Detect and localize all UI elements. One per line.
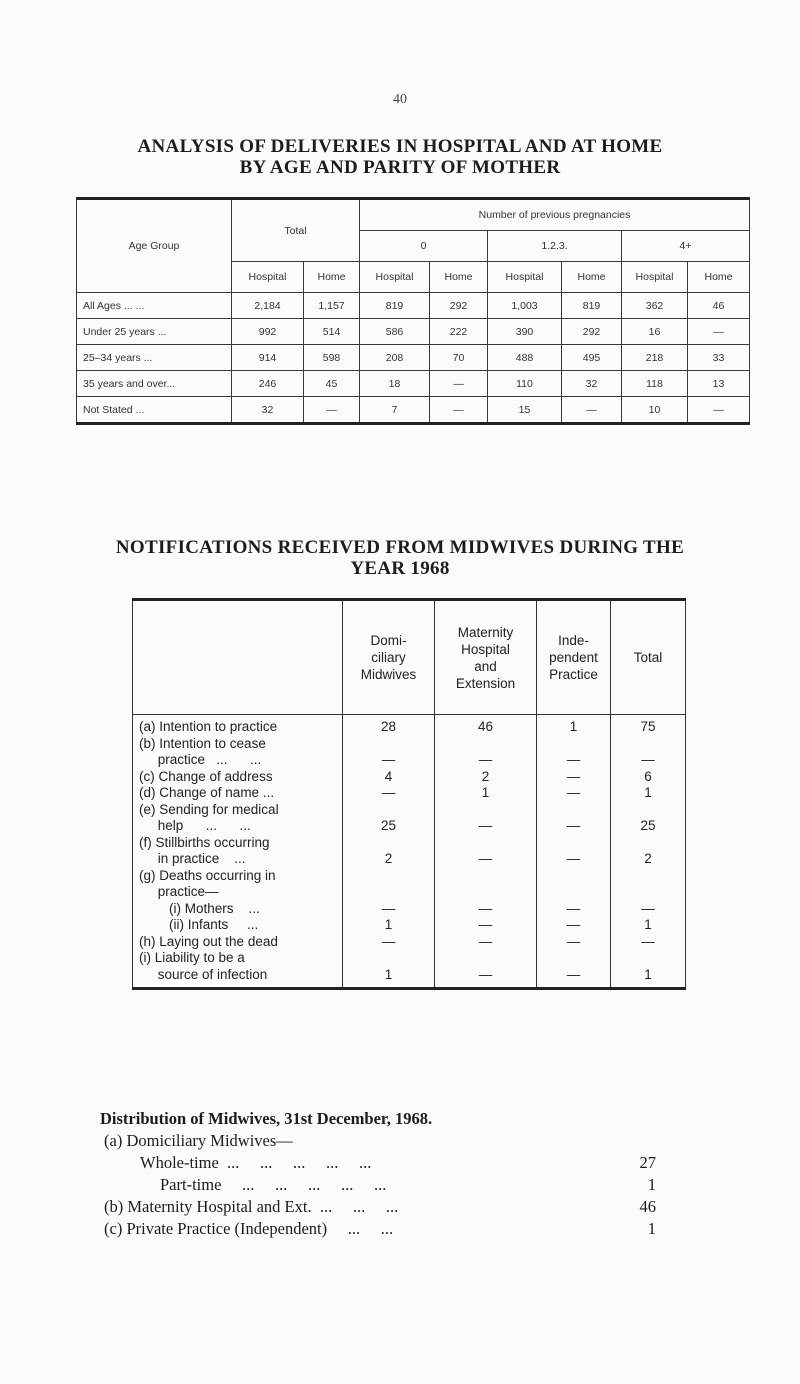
- col-age-group: Age Group: [77, 199, 232, 293]
- table-cell: 819: [360, 293, 430, 319]
- notification-value: —: [566, 785, 581, 800]
- col-parity-4plus: 4+: [622, 231, 750, 262]
- distribution-value: 46: [639, 1197, 656, 1216]
- col-parity-123: 1.2.3.: [488, 231, 622, 262]
- notification-value: —: [478, 752, 493, 767]
- independent-values: [537, 715, 611, 989]
- col-domiciliary-line: ciliary: [371, 650, 406, 665]
- distribution-item: [100, 1196, 656, 1218]
- maternity-values: [435, 715, 537, 989]
- row-label: Under 25 years ...: [77, 319, 232, 345]
- col-maternity-line: Maternity: [457, 624, 514, 640]
- notification-item-line: (ii) Infants ...: [139, 917, 259, 932]
- notification-value: 1: [481, 785, 490, 800]
- notification-item: [139, 868, 342, 901]
- notification-value: —: [478, 851, 493, 866]
- table-cell: 218: [622, 345, 688, 371]
- notification-item-line: practice—: [139, 884, 219, 899]
- sub-hospital: Hospital: [488, 262, 562, 293]
- deliveries-table-body: [77, 293, 750, 424]
- notification-value: 1: [384, 917, 393, 932]
- notification-value: 4: [384, 768, 393, 784]
- analysis-title: [0, 136, 800, 178]
- analysis-title-line1: ANALYSIS OF DELIVERIES IN HOSPITAL AND AT HOME: [137, 136, 663, 157]
- notification-value: —: [566, 851, 581, 866]
- notification-value: —: [641, 752, 655, 767]
- table-cell: 33: [688, 345, 750, 371]
- table-cell: 495: [562, 345, 622, 371]
- notification-value: —: [641, 900, 655, 916]
- table-cell: 586: [360, 319, 430, 345]
- distribution-value: 1: [647, 1219, 656, 1238]
- distribution-section: [100, 1108, 656, 1240]
- sub-hospital: Hospital: [622, 262, 688, 293]
- distribution-label: (c) Private Practice (Independent) ... ...: [104, 1219, 394, 1238]
- table-row: [77, 319, 750, 345]
- sub-hospital: Hospital: [360, 262, 430, 293]
- table-cell: 32: [562, 371, 622, 397]
- table-cell: 1,003: [488, 293, 562, 319]
- distribution-list: [100, 1152, 656, 1240]
- table-cell: —: [430, 371, 488, 397]
- notification-value: —: [566, 900, 581, 916]
- col-maternity: [435, 600, 537, 715]
- notification-value: —: [478, 818, 493, 833]
- notification-value: —: [478, 917, 493, 932]
- notification-value: 1: [644, 917, 652, 932]
- col-domiciliary: [343, 600, 435, 715]
- notification-item: [139, 950, 342, 983]
- notification-value: —: [566, 966, 581, 982]
- notification-labels: [133, 715, 343, 989]
- table-cell: 292: [562, 319, 622, 345]
- notification-item-line: (h) Laying out the dead: [139, 933, 278, 949]
- notification-value: —: [381, 785, 396, 800]
- table-cell: 914: [232, 345, 304, 371]
- table-cell: 246: [232, 371, 304, 397]
- col-independent: [537, 600, 611, 715]
- table-cell: 992: [232, 319, 304, 345]
- distribution-value: 27: [639, 1153, 656, 1172]
- notifications-table: [132, 598, 686, 990]
- row-label: Not Stated ...: [77, 397, 232, 424]
- distribution-label: Whole-time ... ... ... ... ...: [140, 1153, 372, 1172]
- sub-home: Home: [304, 262, 360, 293]
- table-cell: 362: [622, 293, 688, 319]
- total-values: [611, 715, 686, 989]
- notification-item-line: (f) Stillbirths occurring: [139, 834, 270, 850]
- table-cell: 45: [304, 371, 360, 397]
- col-independent-line: Inde-: [558, 633, 589, 648]
- table-cell: 16: [622, 319, 688, 345]
- distribution-label: (b) Maternity Hospital and Ext. ... ... ...: [104, 1197, 399, 1216]
- notification-item-line: (g) Deaths occurring in: [139, 867, 276, 883]
- col-domiciliary-line: Midwives: [360, 667, 417, 682]
- notification-value: 2: [481, 768, 490, 784]
- table-cell: —: [304, 397, 360, 424]
- notification-item-line: (c) Change of address: [139, 768, 273, 784]
- table-cell: 18: [360, 371, 430, 397]
- row-label: 25–34 years ...: [77, 345, 232, 371]
- notification-value: 75: [640, 719, 656, 734]
- notification-value: —: [478, 966, 493, 982]
- distribution-title: Distribution of Midwives, 31st December, 1968.: [100, 1109, 433, 1128]
- notification-item-line: in practice ...: [139, 851, 246, 866]
- notification-value: —: [566, 768, 581, 784]
- table-cell: 70: [430, 345, 488, 371]
- notification-item: [139, 719, 342, 736]
- notification-item-line: (a) Intention to practice: [139, 719, 278, 734]
- table-cell: 10: [622, 397, 688, 424]
- distribution-item: [100, 1218, 656, 1240]
- notification-item-line: (d) Change of name ...: [139, 785, 275, 800]
- domiciliary-values: [343, 715, 435, 989]
- table-cell: 819: [562, 293, 622, 319]
- notification-item-line: (b) Intention to cease: [139, 735, 266, 751]
- table-cell: 118: [622, 371, 688, 397]
- table-cell: 488: [488, 345, 562, 371]
- deliveries-table: [76, 197, 750, 425]
- notification-value: 28: [380, 719, 397, 734]
- notification-item: [139, 802, 342, 835]
- col-total: Total: [611, 600, 686, 715]
- notification-value: —: [478, 933, 493, 949]
- col-maternity-line: Extension: [455, 675, 516, 691]
- notification-value: 1: [569, 719, 578, 734]
- row-label: All Ages ... ...: [77, 293, 232, 319]
- table-cell: 2,184: [232, 293, 304, 319]
- sub-home: Home: [430, 262, 488, 293]
- notification-item: [139, 934, 342, 951]
- col-domiciliary-line: Domi-: [370, 633, 407, 648]
- page-number: 40: [393, 92, 407, 107]
- notification-item: [139, 917, 342, 934]
- notification-value: —: [566, 818, 581, 833]
- notification-item-line: help ... ...: [139, 818, 251, 833]
- notification-item: [139, 785, 342, 802]
- table-cell: 208: [360, 345, 430, 371]
- table-cell: 110: [488, 371, 562, 397]
- col-parity-0: 0: [360, 231, 488, 262]
- col-maternity-line: Hospital: [461, 641, 510, 657]
- distribution-value: 1: [647, 1175, 656, 1194]
- table-cell: 32: [232, 397, 304, 424]
- table-row: [77, 397, 750, 424]
- notification-item-line: practice ... ...: [139, 752, 262, 767]
- table-row: [77, 293, 750, 319]
- col-maternity-line: and: [474, 658, 497, 674]
- notification-value: —: [641, 933, 655, 949]
- table-cell: —: [688, 319, 750, 345]
- table-cell: —: [688, 397, 750, 424]
- notification-value: 1: [644, 966, 652, 982]
- table-cell: —: [562, 397, 622, 424]
- table-cell: 13: [688, 371, 750, 397]
- notification-item: [139, 835, 342, 868]
- col-item: [133, 600, 343, 715]
- notifications-title-line2: YEAR 1968: [350, 558, 450, 579]
- notification-value: —: [381, 752, 396, 767]
- table-cell: 292: [430, 293, 488, 319]
- table-cell: 1,157: [304, 293, 360, 319]
- notification-value: —: [566, 933, 581, 949]
- notification-value: 1: [644, 785, 652, 800]
- notification-value: 6: [644, 768, 652, 784]
- notification-value: —: [566, 917, 581, 932]
- col-independent-line: Practice: [549, 667, 598, 682]
- row-label: 35 years and over...: [77, 371, 232, 397]
- table-cell: 390: [488, 319, 562, 345]
- notification-value: 2: [644, 851, 652, 866]
- col-previous-pregnancies: Number of previous pregnancies: [360, 199, 750, 231]
- table-cell: 15: [488, 397, 562, 424]
- sub-home: Home: [562, 262, 622, 293]
- notification-value: —: [381, 933, 396, 949]
- notification-item-line: (i) Liability to be a: [139, 950, 245, 965]
- notification-item: [139, 769, 342, 786]
- notification-item-line: (e) Sending for medical: [139, 801, 279, 817]
- col-total: Total: [232, 199, 360, 262]
- col-independent-line: pendent: [549, 650, 598, 665]
- notification-value: 46: [477, 719, 494, 734]
- distribution-item: [100, 1152, 656, 1174]
- notification-item-line: (i) Mothers ...: [139, 900, 260, 916]
- table-cell: —: [430, 397, 488, 424]
- distribution-a-label: (a) Domiciliary Midwives—: [104, 1131, 293, 1150]
- notification-value: 25: [380, 818, 397, 833]
- table-cell: 598: [304, 345, 360, 371]
- table-cell: 222: [430, 319, 488, 345]
- notification-value: 25: [640, 818, 656, 833]
- notification-item: [139, 901, 342, 918]
- table-cell: 46: [688, 293, 750, 319]
- sub-home: Home: [688, 262, 750, 293]
- table-row: [77, 371, 750, 397]
- notifications-title-line1: NOTIFICATIONS RECEIVED FROM MIDWIVES DURING THE: [115, 537, 685, 558]
- notifications-title: [0, 537, 800, 579]
- notification-value: —: [381, 900, 396, 916]
- table-cell: 514: [304, 319, 360, 345]
- notification-item-line: source of infection: [139, 966, 268, 982]
- sub-hospital: Hospital: [232, 262, 304, 293]
- distribution-item: [100, 1174, 656, 1196]
- notification-value: 1: [384, 966, 393, 982]
- distribution-label: Part-time ... ... ... ... ...: [160, 1175, 387, 1194]
- notification-value: —: [478, 900, 493, 916]
- table-cell: 7: [360, 397, 430, 424]
- notification-item: [139, 736, 342, 769]
- notification-value: 2: [384, 851, 393, 866]
- table-row: [77, 345, 750, 371]
- notification-value: —: [566, 752, 581, 767]
- analysis-title-line2: BY AGE AND PARITY OF MOTHER: [239, 157, 561, 178]
